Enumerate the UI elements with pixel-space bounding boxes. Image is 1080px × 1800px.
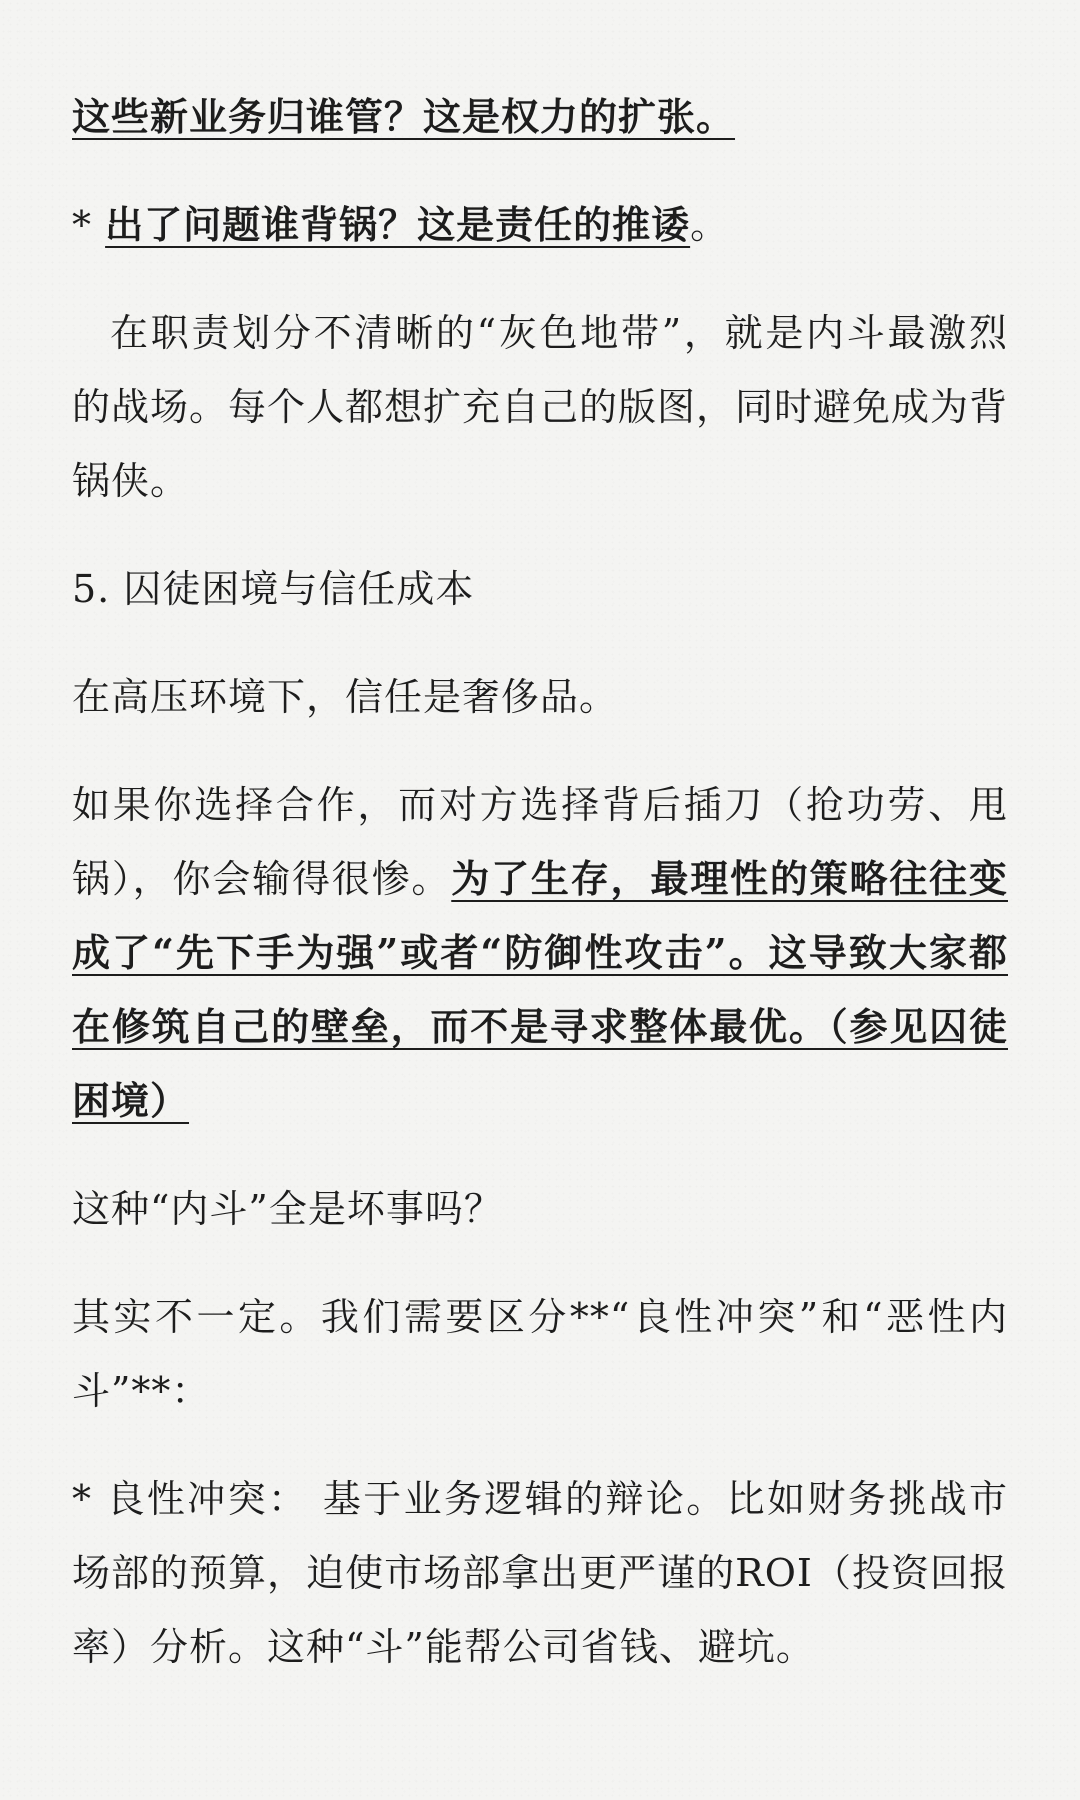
paragraph-text: 良性冲突： 基于业务逻辑的辩论。比如财务挑战市场部的预算，迫使市场部拿出更严谨的ROI（投资回报率）分析。这种“斗”能帮公司省钱、避坑。 <box>72 1477 1008 1669</box>
bullet-blame <box>72 188 1008 262</box>
paragraph-text: 如果你选择合作，而对方选择背后插刀（抢功劳、甩锅），你会输得很惨。 <box>72 783 1008 901</box>
paragraph-distinguish <box>72 1280 1008 1428</box>
paragraph-text: 这种“内斗”全是坏事吗？ <box>72 1187 503 1231</box>
bullet-marker: * <box>72 203 106 247</box>
bullet-marker: * <box>72 1477 107 1521</box>
paragraph-text: 在职责划分不清晰的“灰色地带”，就是内斗最激烈的战场。每个人都想扩充自己的版图，同时避免成为背锅侠。 <box>72 311 1009 503</box>
emphasized-text: 为了生存，最理性的策略往往变成了“先下手为强”或者“防御性攻击”。这导致大家都在修筑自己的壁垒，而不是寻求整体最优。（参见囚徒困境） <box>72 856 1008 1123</box>
bullet-benign-conflict <box>72 1462 1008 1684</box>
section-heading <box>72 552 1008 626</box>
paragraph-question <box>72 1172 1008 1246</box>
punctuation: 。 <box>690 203 730 247</box>
paragraph-trust-luxury <box>72 660 1008 734</box>
paragraph-power-expansion <box>72 80 1008 154</box>
emphasized-text: 这些新业务归谁管？这是权力的扩张。 <box>72 94 736 139</box>
emphasized-text: 出了问题谁背锅？这是责任的推诿 <box>105 202 691 247</box>
paragraph-text: 在高压环境下，信任是奢侈品。 <box>72 675 619 719</box>
paragraph-prisoners-dilemma <box>72 768 1008 1138</box>
paragraph-text: 其实不一定。我们需要区分**“良性冲突”和“恶性内斗”**： <box>72 1295 1008 1413</box>
section-heading-text: 5. 囚徒困境与信任成本 <box>72 567 475 611</box>
paragraph-gray-zone <box>72 296 1008 518</box>
